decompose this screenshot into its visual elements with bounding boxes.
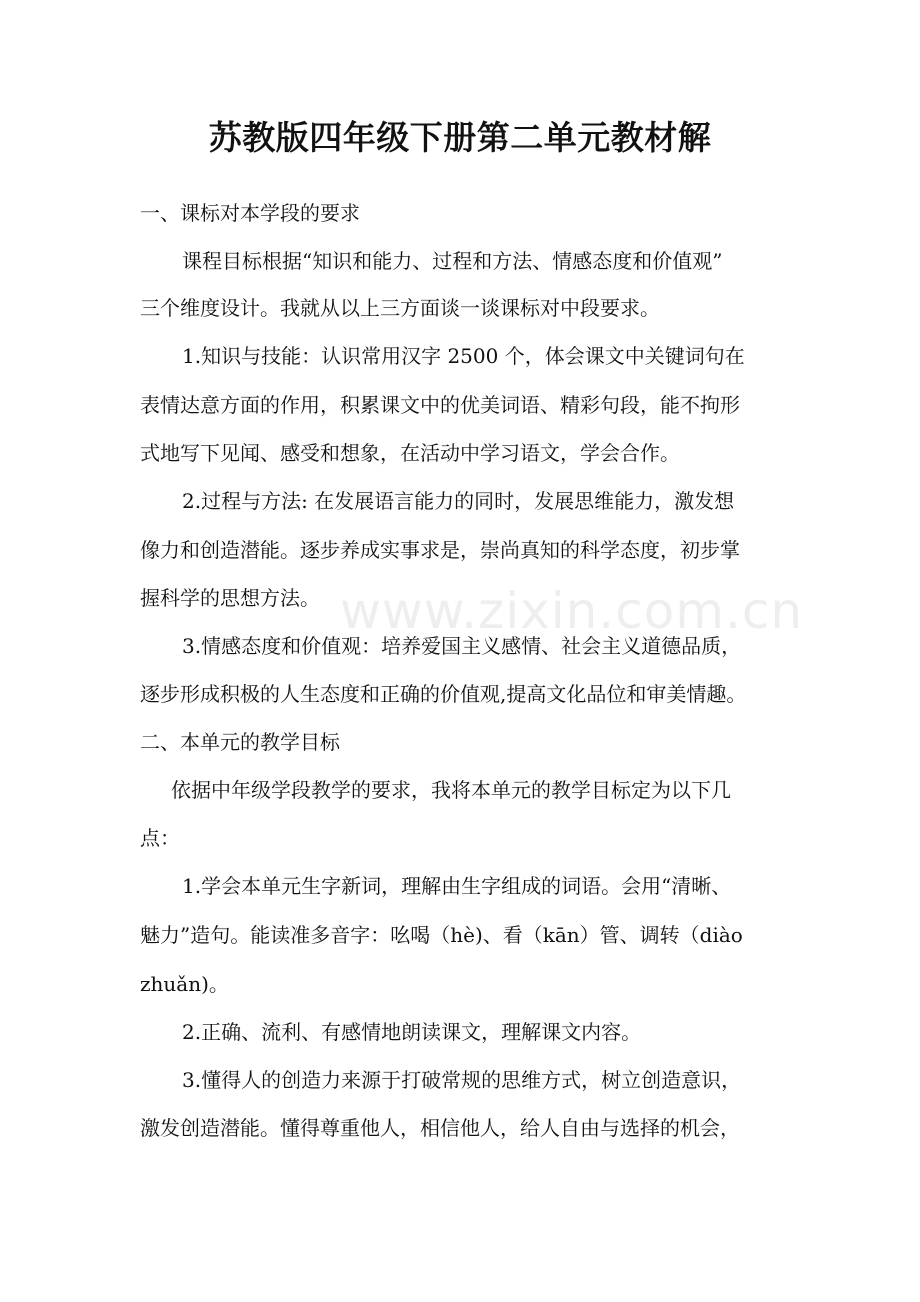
paragraph-line: 3.情感态度和价值观：培养爱国主义感情、社会主义道德品质， — [182, 634, 742, 658]
paragraph-line: 3.懂得人的创造力来源于打破常规的思维方式，树立创造意识， — [182, 1068, 742, 1092]
watermark: www.zixin.com.cn — [340, 582, 804, 640]
paragraph-line: zhuǎn)。 — [140, 972, 229, 996]
paragraph-line: 2.过程与方法: 在发展语言能力的同时，发展思维能力，激发想 — [182, 489, 735, 513]
paragraph-line: 式地写下见闻、感受和想象，在活动中学习语文，学会合作。 — [140, 441, 680, 465]
paragraph-line: 握科学的思想方法。 — [140, 586, 320, 610]
paragraph-line: 点： — [140, 826, 180, 850]
document-title: 苏教版四年级下册第二单元教材解 — [208, 118, 712, 157]
paragraph-line: 像力和创造潜能。逐步养成实事求是，崇尚真知的科学态度，初步掌 — [140, 538, 740, 562]
section-heading-2: 二、本单元的教学目标 — [140, 730, 340, 754]
paragraph-line: 依据中年级学段教学的要求，我将本单元的教学目标定为以下几 — [171, 778, 731, 802]
paragraph-line: 三个维度设计。我就从以上三方面谈一谈课标对中段要求。 — [140, 296, 660, 320]
paragraph-line: 逐步形成积极的人生态度和正确的价值观,提高文化品位和审美情趣。 — [140, 682, 747, 706]
paragraph-line: 2.正确、流利、有感情地朗读课文，理解课文内容。 — [182, 1020, 642, 1044]
section-heading-1: 一、课标对本学段的要求 — [140, 201, 360, 225]
paragraph-line: 课程目标根据“知识和能力、过程和方法、情感态度和价值观” — [182, 249, 723, 273]
paragraph-line: 魅力”造句。能读准多音字：吆喝（hè)、看（kān）管、调转（diào — [140, 923, 743, 947]
paragraph-line: 激发创造潜能。懂得尊重他人，相信他人，给人自由与选择的机会， — [140, 1116, 740, 1140]
paragraph-line: 1.知识与技能：认识常用汉字 2500 个，体会课文中关键词句在 — [182, 344, 745, 368]
paragraph-line: 1.学会本单元生字新词，理解由生字组成的词语。会用“清晰、 — [182, 874, 732, 898]
paragraph-line: 表情达意方面的作用，积累课文中的优美词语、精彩句段，能不拘形 — [140, 393, 740, 417]
